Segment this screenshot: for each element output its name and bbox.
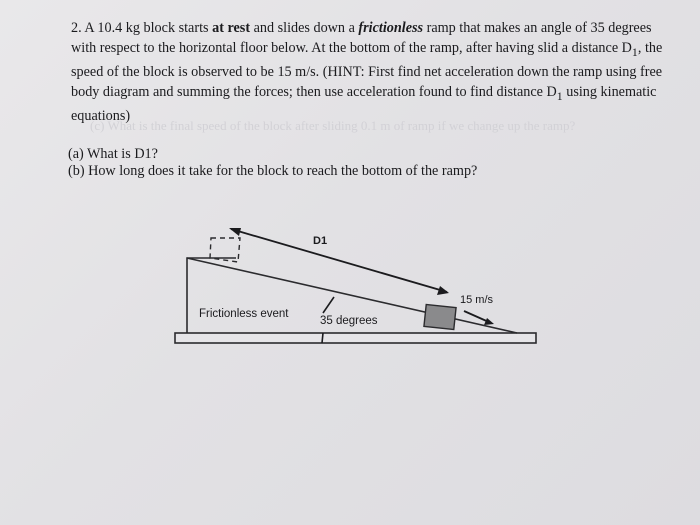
- block: [424, 304, 456, 329]
- show-through-text: (c) What is the final speed of the block after sliding 0.1 m of ramp if we change up the ramp?: [90, 118, 576, 133]
- speed-label: 15 m/s: [460, 294, 494, 306]
- d1-label: D1: [313, 235, 328, 247]
- problem-number: 2.: [71, 20, 82, 36]
- floor: [175, 333, 536, 343]
- speed-arrowhead: [484, 318, 494, 325]
- angle-tick: [322, 333, 323, 343]
- angle-marker: [323, 297, 334, 313]
- problem-text: 2. A 10.4 kg block starts at rest and slides down a frictionless ramp that makes an angle of 35 degrees with respect to the horizontal floor below. At the bottom of the ramp, after having slid a distance $D_1$, the speed of the block is observed to be 15 m/s. (HINT: First find net acceleration down the ramp using free body diagram and summing the forces; then use acceleration found to find distance $D_1$ using kinematic equations): [71, 20, 663, 124]
- ramp-outline: [187, 258, 236, 333]
- platform-label: Frictionless event: [199, 308, 289, 320]
- d1-arrow-line: [231, 229, 447, 292]
- angle-label: 35 degrees: [320, 315, 378, 327]
- d1-arrowhead-top: [229, 228, 241, 236]
- question-a: (a) What is D1?: [68, 146, 158, 162]
- at-rest-emphasis: at rest: [212, 20, 251, 36]
- frictionless-emphasis: frictionless: [358, 20, 424, 36]
- d1-arrowhead-bottom: [437, 286, 449, 295]
- question-b: (b) How long does it take for the block to reach the bottom of the ramp?: [68, 163, 478, 179]
